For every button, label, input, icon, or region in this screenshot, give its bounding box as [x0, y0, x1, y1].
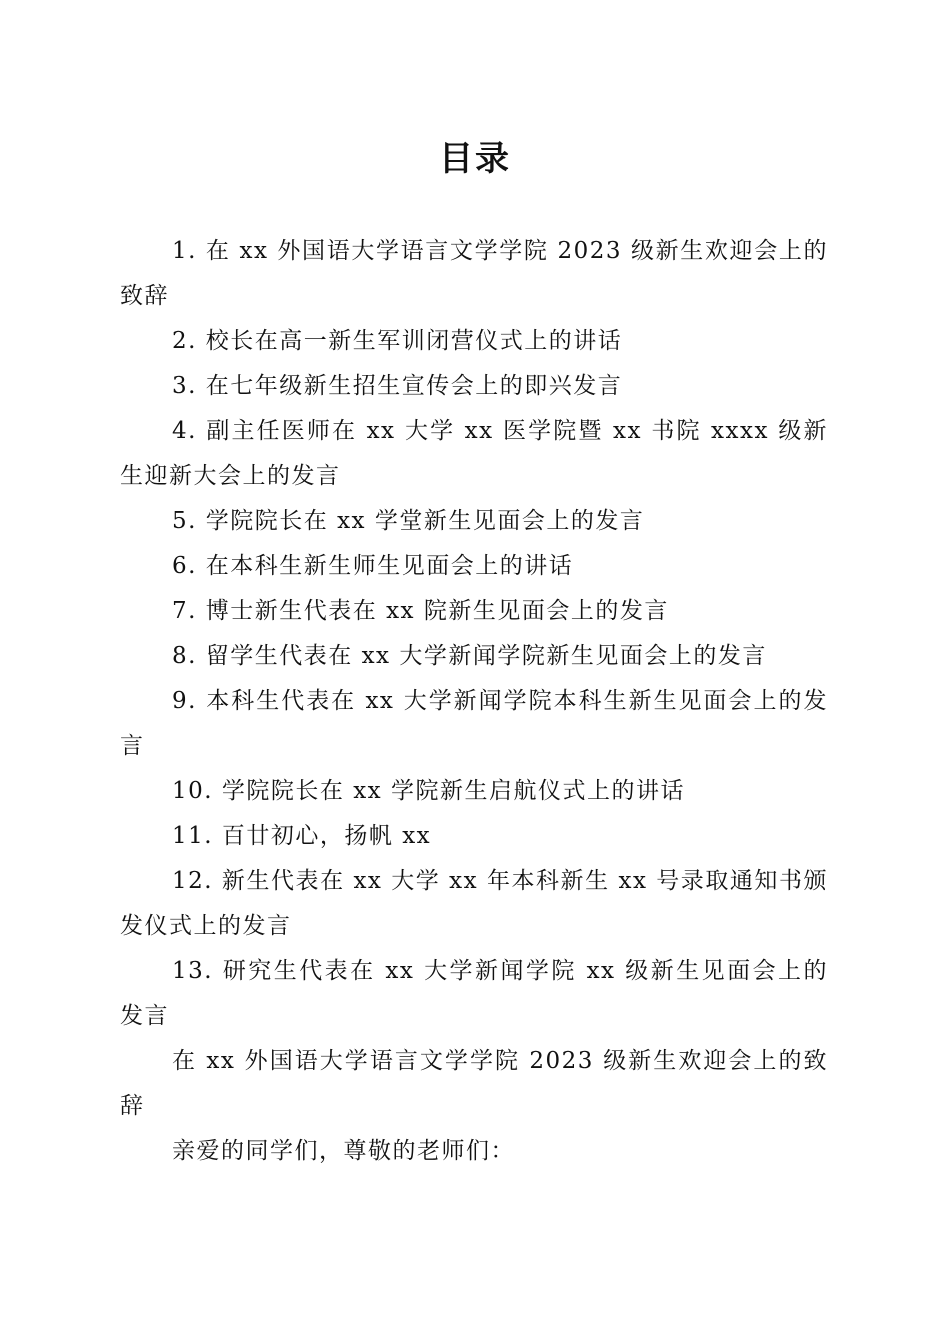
toc-item-12: 12. 新生代表在 xx 大学 xx 年本科新生 xx 号录取通知书颁发仪式上的发言 — [120, 868, 828, 939]
toc-item-1: 1. 在 xx 外国语大学语言文学学院 2023 级新生欢迎会上的致辞 — [120, 238, 828, 309]
toc-item-13: 13. 研究生代表在 xx 大学新闻学院 xx 级新生见面会上的发言 — [120, 958, 828, 1029]
speech-heading: 在 xx 外国语大学语言文学学院 2023 级新生欢迎会上的致辞 — [120, 1048, 828, 1119]
toc-item-10: 10. 学院院长在 xx 学院新生启航仪式上的讲话 — [172, 778, 685, 804]
toc-item-2: 2. 校长在高一新生军训闭营仪式上的讲话 — [172, 328, 623, 354]
toc-item-3: 3. 在七年级新生招生宣传会上的即兴发言 — [172, 373, 623, 399]
toc-item-4: 4. 副主任医师在 xx 大学 xx 医学院暨 xx 书院 xxxx 级新生迎新大会上的发言 — [120, 418, 828, 489]
toc-item-8: 8. 留学生代表在 xx 大学新闻学院新生见面会上的发言 — [172, 643, 767, 669]
document-body — [120, 229, 828, 1174]
speech-greeting: 亲爱的同学们，尊敬的老师们： — [172, 1138, 515, 1164]
toc-item-11: 11. 百廿初心，扬帆 xx — [172, 823, 432, 849]
toc-item-7: 7. 博士新生代表在 xx 院新生见面会上的发言 — [172, 598, 669, 624]
toc-item-5: 5. 学院院长在 xx 学堂新生见面会上的发言 — [172, 508, 645, 534]
toc-item-6: 6. 在本科生新生师生见面会上的讲话 — [172, 553, 574, 579]
toc-item-9: 9. 本科生代表在 xx 大学新闻学院本科生新生见面会上的发言 — [120, 688, 828, 759]
page-title: 目录 — [439, 139, 511, 179]
